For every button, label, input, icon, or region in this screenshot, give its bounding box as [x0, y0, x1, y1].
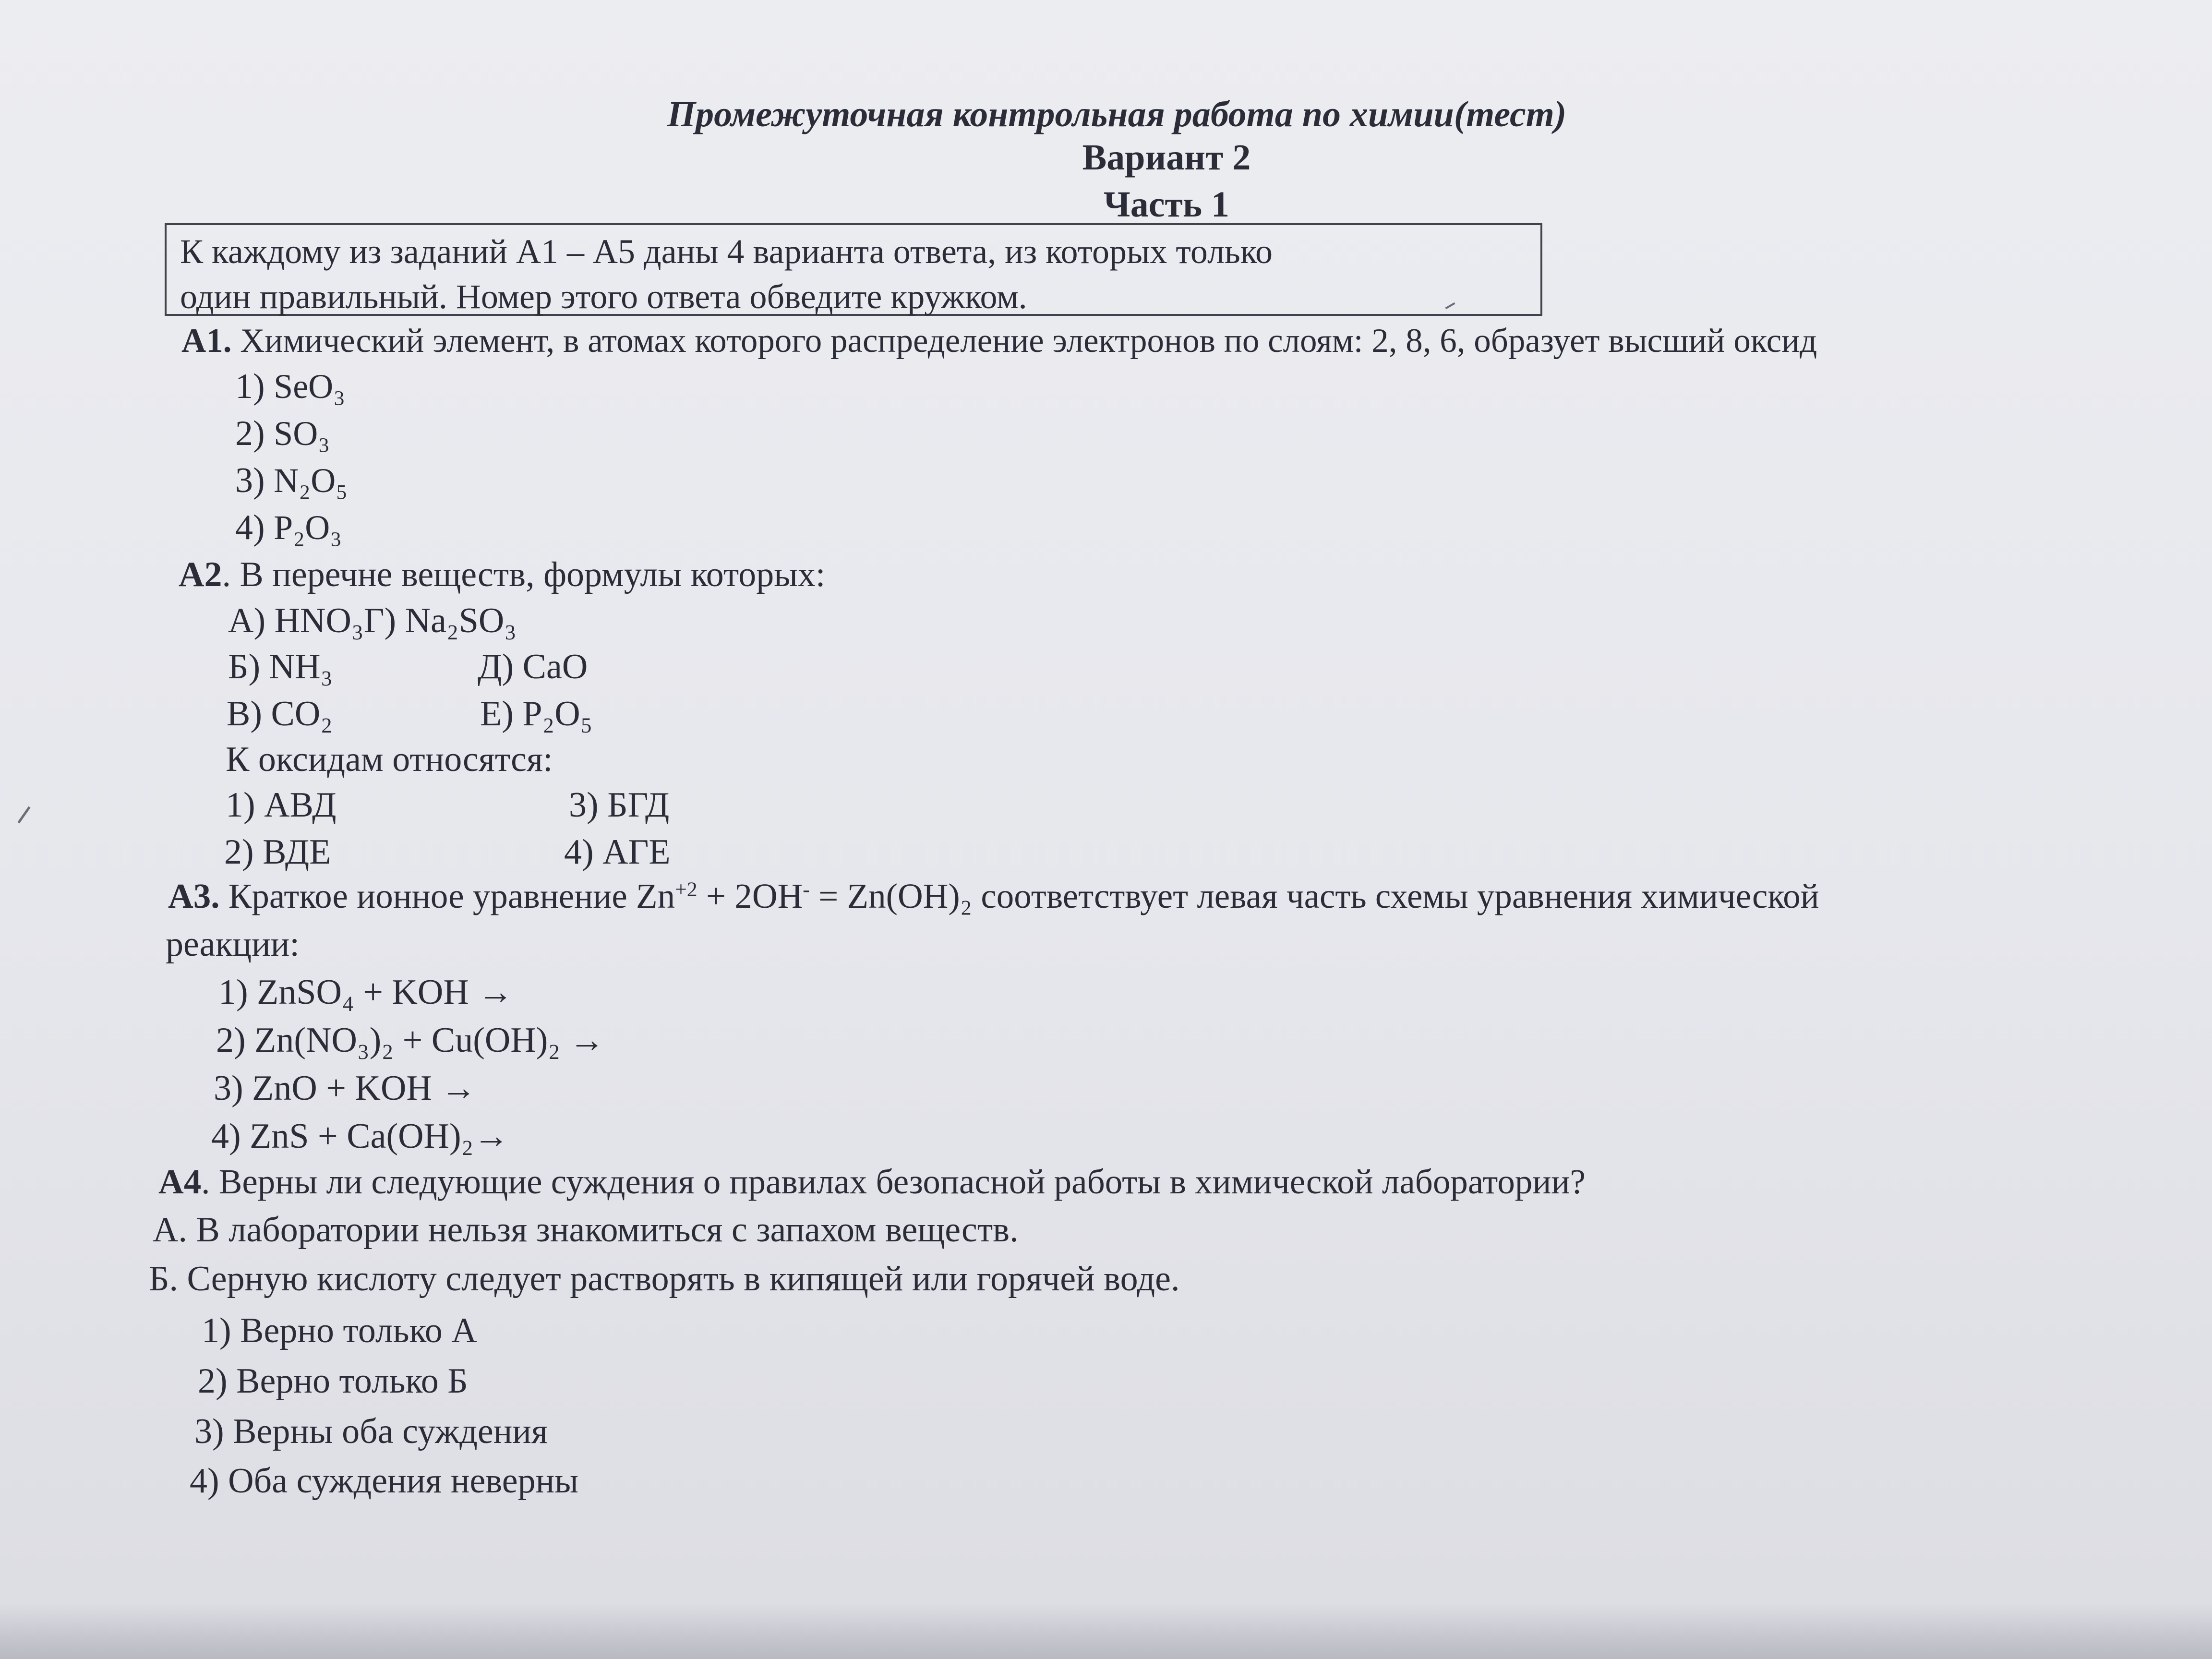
- option-number: 4): [235, 508, 265, 547]
- a3-option-2[interactable]: [216, 1022, 605, 1058]
- option-text: ZnS + Ca(OH)₂→: [250, 1117, 509, 1156]
- a1-option-1[interactable]: [235, 369, 345, 404]
- a2-option-4[interactable]: [564, 834, 671, 870]
- a4-statement-b: Б. Серную кислоту следует растворять в кипящей или горячей воде.: [149, 1259, 1180, 1298]
- option-number: 2): [235, 414, 265, 453]
- option-text: Верны оба суждения: [233, 1412, 548, 1451]
- question-a1-label: А1.: [181, 322, 232, 360]
- option-formula: N₂O₅: [274, 461, 348, 500]
- option-text: ZnSO₄ + KOH →: [257, 973, 514, 1012]
- question-a2-label: А2: [179, 555, 222, 594]
- a1-option-3[interactable]: [235, 463, 348, 498]
- instruction-line-1: К каждому из заданий А1 – А5 даны 4 варианта ответа, из которых только: [180, 232, 1273, 271]
- a2-substance-a-g: А) HNO₃Г) Na₂SO₃: [228, 601, 517, 640]
- a1-option-4[interactable]: [235, 510, 342, 545]
- question-a1-text: Химический элемент, в атомах которого распределение электронов по слоям: 2, 8, 6, образует высший оксид: [240, 322, 1817, 360]
- question-a3-text-mid: + 2OH: [697, 877, 803, 915]
- a3-option-4[interactable]: [211, 1118, 509, 1154]
- option-formula: SO₃: [274, 414, 330, 453]
- document-title: Промежуточная контрольная работа по химии(тест): [667, 94, 1567, 134]
- zn-charge: +2: [675, 878, 697, 901]
- instruction-line-2: один правильный. Номер этого ответа обведите кружком.: [180, 277, 1027, 316]
- a4-option-3[interactable]: [194, 1414, 548, 1449]
- option-text: ZnO + KOH →: [252, 1069, 477, 1108]
- option-text: Верно только А: [240, 1311, 477, 1350]
- option-number: 1): [218, 973, 248, 1012]
- a1-option-2[interactable]: [235, 416, 330, 451]
- a4-option-2[interactable]: [198, 1363, 468, 1399]
- option-text: БГД: [607, 785, 670, 825]
- variant-heading: Вариант 2: [1082, 137, 1251, 178]
- question-a3-text-start: Краткое ионное уравнение Zn: [228, 877, 675, 915]
- option-number: 4): [564, 832, 594, 872]
- question-a4-text: . Верны ли следующие суждения о правилах безопасной работы в химической лаборатории?: [201, 1162, 1586, 1201]
- a2-substance-b: Б) NH₃: [228, 647, 333, 686]
- option-text: АВД: [264, 785, 337, 825]
- option-formula: SeO₃: [274, 367, 346, 406]
- option-number: 3): [569, 785, 599, 825]
- question-a3-label: А3.: [168, 877, 220, 915]
- question-a4: [158, 1164, 1586, 1199]
- option-number: 4): [190, 1461, 219, 1501]
- option-formula: P₂O₃: [274, 508, 342, 547]
- a2-substance-v: В) CO₂: [227, 694, 333, 733]
- question-a1: [181, 324, 1817, 358]
- a4-option-4[interactable]: [190, 1463, 578, 1499]
- option-text: Верно только Б: [236, 1361, 468, 1401]
- option-text: АГЕ: [602, 832, 671, 872]
- question-a3-text-end: = Zn(OH)₂ соответствует левая часть схемы уравнения химической: [809, 877, 1819, 915]
- a2-substance-e: Е) P₂O₅: [480, 694, 593, 733]
- a2-prompt: К оксидам относятся:: [226, 740, 553, 779]
- option-text: Оба суждения неверны: [228, 1461, 578, 1501]
- option-number: 2): [216, 1021, 246, 1060]
- question-a3: [168, 878, 1819, 914]
- option-number: 3): [194, 1412, 224, 1451]
- option-number: 1): [235, 367, 265, 406]
- question-a4-label: А4: [158, 1162, 202, 1201]
- option-number: 2): [198, 1361, 228, 1401]
- a2-option-1[interactable]: [226, 787, 337, 823]
- question-a2-text: . В перечне веществ, формулы которых:: [222, 555, 826, 594]
- oh-charge: -: [803, 878, 810, 901]
- table-shadow: [0, 1603, 2212, 1659]
- option-number: 2): [224, 832, 254, 872]
- part-heading: Часть 1: [1103, 184, 1230, 225]
- question-a2: [179, 557, 825, 592]
- option-number: 1): [202, 1311, 231, 1350]
- option-number: 3): [214, 1069, 243, 1108]
- a2-option-3[interactable]: [569, 787, 669, 823]
- option-text: Zn(NO₃)₂ + Cu(OH)₂ →: [254, 1021, 605, 1060]
- option-number: 4): [211, 1117, 241, 1156]
- option-number: 1): [226, 785, 255, 825]
- option-number: 3): [235, 461, 265, 500]
- pen-mark: [17, 806, 30, 824]
- a4-option-1[interactable]: [202, 1313, 477, 1348]
- a4-statement-a: А. В лаборатории нельзя знакомиться с запахом веществ.: [153, 1210, 1019, 1250]
- a2-option-2[interactable]: [224, 834, 331, 870]
- a3-option-1[interactable]: [218, 974, 513, 1010]
- a2-substance-d: Д) CaO: [478, 647, 588, 686]
- question-a3-continuation: реакции:: [166, 925, 300, 964]
- option-text: ВДЕ: [263, 832, 331, 872]
- a3-option-3[interactable]: [214, 1070, 476, 1106]
